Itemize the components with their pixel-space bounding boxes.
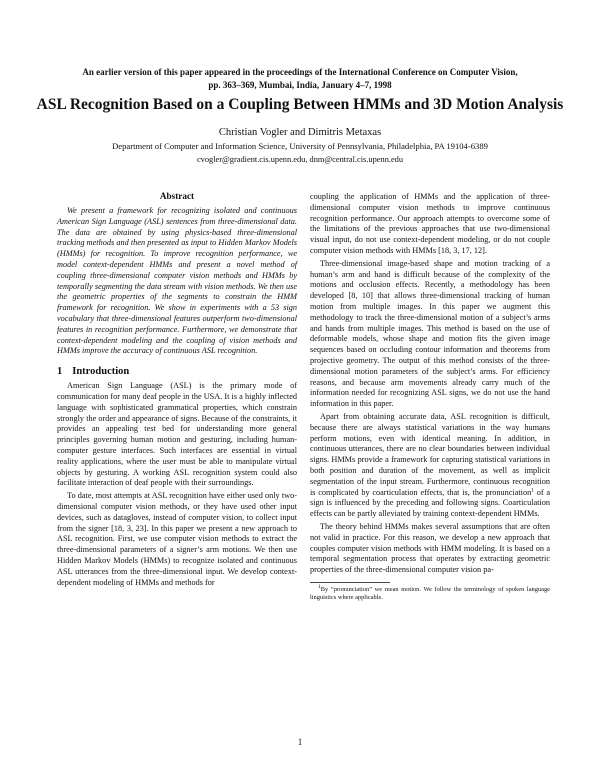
footnote-mark: 1 bbox=[318, 583, 321, 590]
intro-paragraph-3: coupling the application of HMMs and the application of three-dimensional computer vision methods to improve continuous recognition performance. Our approach attempts to overcome some of the limitations of the previous approaches that use two-dimensional visual input, do not use context-dependent modeling, or do not couple computer vision methods with HMMs [18, 3, 17, 12]. bbox=[310, 192, 550, 255]
abstract-heading: Abstract bbox=[159, 191, 195, 201]
author-emails: cvogler@gradient.cis.upenn.edu, dnm@central.cis.upenn.edu bbox=[196, 155, 404, 164]
footnote-text: By “pronunciation” we mean motion. We follow the terminology of spoken language linguistics where applicable. bbox=[310, 585, 550, 602]
footnote bbox=[310, 583, 550, 602]
left-column bbox=[57, 190, 297, 590]
page-number: 1 bbox=[297, 737, 303, 747]
conference-note bbox=[40, 66, 560, 92]
abstract-text: We present a framework for recognizing isolated and continuous American Sign Language (ASL) sentences from three-dimensional data. The data are obtained by using physics-based three-dimensional tracking methods and then presented as input to Hidden Markov Models (HMMs) for recognition. To improve recognition performance, we model context-dependent HMMs and present a novel method of coupling three-dimensional computer vision methods and HMMs by temporally segmenting the data stream with vision methods. We then use the geometric properties of the segments to constrain the HMM framework for recognition. We show in experiments with a 53 sign vocabulary that three-dimensional features outperform two-dimensional features in recognition performance. Furthermore, we demonstrate that context-dependent modeling and the coupling of vision methods and HMMs improve the accuracy of continuous ASL recognition. bbox=[57, 206, 297, 356]
intro-paragraph-4: Three-dimensional image-based shape and motion tracking of a human’s arm and hand is difficult because of the complexity of the motions and occlusion effects. Recently, a methodology has been developed [8, 10] that allows three-dimensional tracking of human motion from multiple images. In this paper we augment this methodology to track the three-dimensional motion of a subject’s arms and hands from multiple images. This method is based on the use of deformable models, whose shape and motion fits the given image sequences based on occluding contour information and theorems from projective geometry. The output of this method consists of the three-dimensional motion parameters of the subject’s arms. For efficiency reasons, and because arm movements already carry much of the information needed for recognizing ASL signs, we do not use the hand information in this paper. bbox=[310, 258, 550, 409]
conference-note-line-2: pp. 363–369, Mumbai, India, January 4–7, 1998 bbox=[208, 80, 392, 90]
intro-paragraph-2: To date, most attempts at ASL recognition have either used only two-dimensional computer vision methods, or they have used other input devices, such as datagloves, instead of computer vision, to collect input from the signer [18, 3, 23]. In this paper we present a new approach to ASL recognition. First, we use computer vision methods to extract the three-dimensional parameters of a signer’s arm motions. We then use Hidden Markov Models (HMMs) to recognize isolated and continuous ASL utterances from the three-dimensional input. We develop context-dependent modeling of HMMs and methods for bbox=[57, 491, 297, 587]
paragraph-5-text-before: Apart from obtaining accurate data, ASL recognition is difficult, because there are always statistical variations in the way humans perform motions, even with identical meaning. In addition, in continuous utterances, there are no clear boundaries between individual signs. HMMs provide a framework for capturing statistical variations in both position and duration of the movement, as well as implicit segmentation of the input stream. Furthermore, continuous recognition is complicated by coarticulation effects, that is, the pronunciation bbox=[310, 411, 550, 497]
intro-paragraph-5 bbox=[310, 412, 550, 520]
section-title: Introduction bbox=[72, 366, 130, 378]
footnote-rule bbox=[310, 582, 390, 583]
paragraph-5-text-after: of a sign is influenced by the preceding and following signs. Coarticulation effects can be partly alleviated by training context-dependent HMMs. bbox=[310, 487, 550, 519]
right-column bbox=[310, 192, 550, 602]
section-heading-introduction bbox=[57, 365, 297, 378]
paper-authors: Christian Vogler and Dimitris Metaxas bbox=[218, 127, 382, 138]
intro-paragraph-6: The theory behind HMMs makes several assumptions that are often not valid in practice. For this reason, we develop a new approach that couples computer vision methods with HMM modeling. It is based on a temporal segmentation process that operates by extracting geometric properties of the three-dimensional computer vision pa- bbox=[310, 521, 550, 575]
intro-paragraph-1: American Sign Language (ASL) is the primary mode of communication for many deaf people in the USA. It is a highly inflected language with sophisticated grammatical properties, which constrain strongly the order and appearance of signs. Because of the constraints, it provides an appealing test bed for understanding more general principles governing human motion and gesturing, including human-computer gesture interfaces. Such interfaces are essential in virtual reality applications, where the user must be able to manipulate virtual objects by gesturing. A working ASL recognition system could also facilitate interaction of deaf people with their surroundings. bbox=[57, 381, 297, 488]
paper-title: ASL Recognition Based on a Coupling Between HMMs and 3D Motion Analysis bbox=[36, 96, 564, 113]
author-affiliation: Department of Computer and Information Science, University of Pennsylvania, Philadelphia, PA 19104-6389 bbox=[112, 141, 488, 151]
section-number: 1 bbox=[57, 366, 63, 378]
conference-note-line-1: An earlier version of this paper appeared in the proceedings of the International Conference on Computer Vision, bbox=[82, 67, 518, 77]
footnote-reference: 1 bbox=[531, 486, 534, 493]
